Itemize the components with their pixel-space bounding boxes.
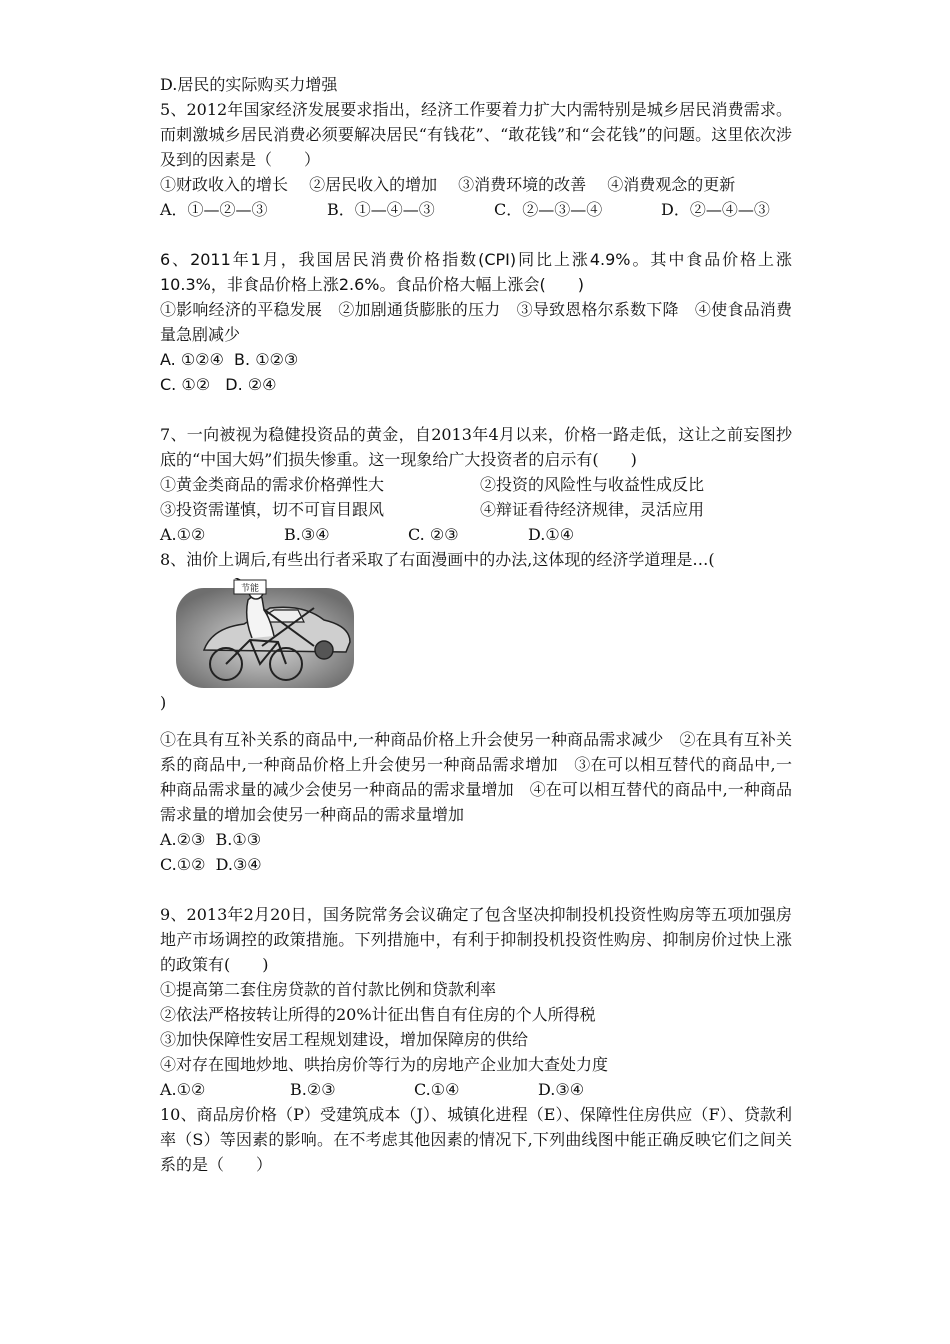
q7-item-1: ①黄金类商品的需求价格弹性大 <box>160 475 385 494</box>
q7-option-d: D.①④ <box>528 525 575 544</box>
q9-options <box>160 1077 792 1102</box>
q7-option-b: B.③④ <box>284 525 330 544</box>
q9-item-3: ③加快保障性安居工程规划建设，增加保障房的供给 <box>160 1030 529 1049</box>
q10-stem: 10、商品房价格（P）受建筑成本（J）、城镇化进程（E）、保障性住房供应（F）、贷款利率（S）等因素的影响。在不考虑其他因素的情况下,下列曲线图中能正确反映它们之间关系的是（ ） <box>160 1105 792 1174</box>
q5-option-b: B．①—④—③ <box>327 200 435 219</box>
q7-option-c: C. ②③ <box>408 525 459 544</box>
q5-items: ①财政收入的增长 ②居民收入的增加 ③消费环境的改善 ④消费观念的更新 <box>160 175 736 194</box>
q6-items: ①影响经济的平稳发展 ②加剧通货膨胀的压力 ③导致恩格尔系数下降 ④使食品消费量急剧减少 <box>160 300 792 344</box>
q7-stem: 7、一向被视为稳健投资品的黄金，自2013年4月以来，价格一路走低，这让之前妄图抄底的“中国大妈”们损失惨重。这一现象给广大投资者的启示有( ) <box>160 425 792 469</box>
cyclist-cartoon-image <box>174 578 356 690</box>
q8-stem-close: ) <box>160 693 167 712</box>
q8-options-cd: C.①② D.③④ <box>160 855 262 874</box>
exam-page <box>160 72 792 1177</box>
q7-item-4: ④辩证看待经济规律，灵活应用 <box>480 500 705 519</box>
q9-option-a: A.①② <box>160 1080 206 1099</box>
q5-option-d: D．②—④—③ <box>661 200 770 219</box>
q9-item-1: ①提高第二套住房贷款的首付款比例和贷款利率 <box>160 980 497 999</box>
q9-option-d: D.③④ <box>538 1080 585 1099</box>
q4-option-d: D.居民的实际购买力增强 <box>160 75 338 94</box>
q9-item-2: ②依法严格按转让所得的20%计征出售自有住房的个人所得税 <box>160 1005 596 1024</box>
q7-items-row2 <box>160 497 792 522</box>
q6-options-cd: C. ①② D. ②④ <box>160 375 277 394</box>
q5-stem: 5、2012年国家经济发展要求指出，经济工作要着力扩大内需特别是城乡居民消费需求。而刺激城乡居民消费必须要解决居民“有钱花”、“敢花钱”和“会花钱”的问题。这里依次涉及到的因素是（ ） <box>160 100 792 169</box>
q9-option-b: B.②③ <box>290 1080 336 1099</box>
q7-options <box>160 522 792 547</box>
q6-options-ab: A. ①②④ B. ①②③ <box>160 350 299 369</box>
q7-item-3: ③投资需谨慎，切不可盲目跟风 <box>160 500 385 519</box>
q8-options-ab: A.②③ B.①③ <box>160 830 262 849</box>
q8-stem: 8、油价上调后,有些出行者采取了右面漫画中的办法,这体现的经济学道理是…( <box>160 550 715 569</box>
q7-items-row1 <box>160 472 792 497</box>
q9-option-c: C.①④ <box>414 1080 460 1099</box>
q8-items: ①在具有互补关系的商品中,一种商品价格上升会使另一种商品需求减少 ②在具有互补关系的商品中,一种商品价格上升会使另一种商品需求增加 ③在可以相互替代的商品中,一种商品需求量的减少会使另一种商品的需求量增加 ④在可以相互替代的商品中,一种商品需求量的增加会使另一种商品的需求量增加 <box>160 730 792 824</box>
cartoon-flag-label: 节能 <box>240 584 260 594</box>
q9-item-4: ④对存在囤地炒地、哄抬房价等行为的房地产企业加大查处力度 <box>160 1055 609 1074</box>
q7-option-a: A.①② <box>160 525 206 544</box>
q5-option-a: A．①—②—③ <box>160 200 268 219</box>
q6-stem: 6、2011年1月，我国居民消费价格指数(CPI)同比上涨4.9%。其中食品价格上涨10.3%，非食品价格上涨2.6%。食品价格大幅上涨会( ) <box>160 250 792 294</box>
q9-stem: 9、2013年2月20日，国务院常务会议确定了包含坚决抑制投机投资性购房等五项加强房地产市场调控的政策措施。下列措施中，有利于抑制投机投资性购房、抑制房价过快上涨的政策有( ) <box>160 905 792 974</box>
q7-item-2: ②投资的风险性与收益性成反比 <box>480 475 705 494</box>
q5-option-c: C．②—③—④ <box>494 200 603 219</box>
q5-options <box>160 197 792 222</box>
